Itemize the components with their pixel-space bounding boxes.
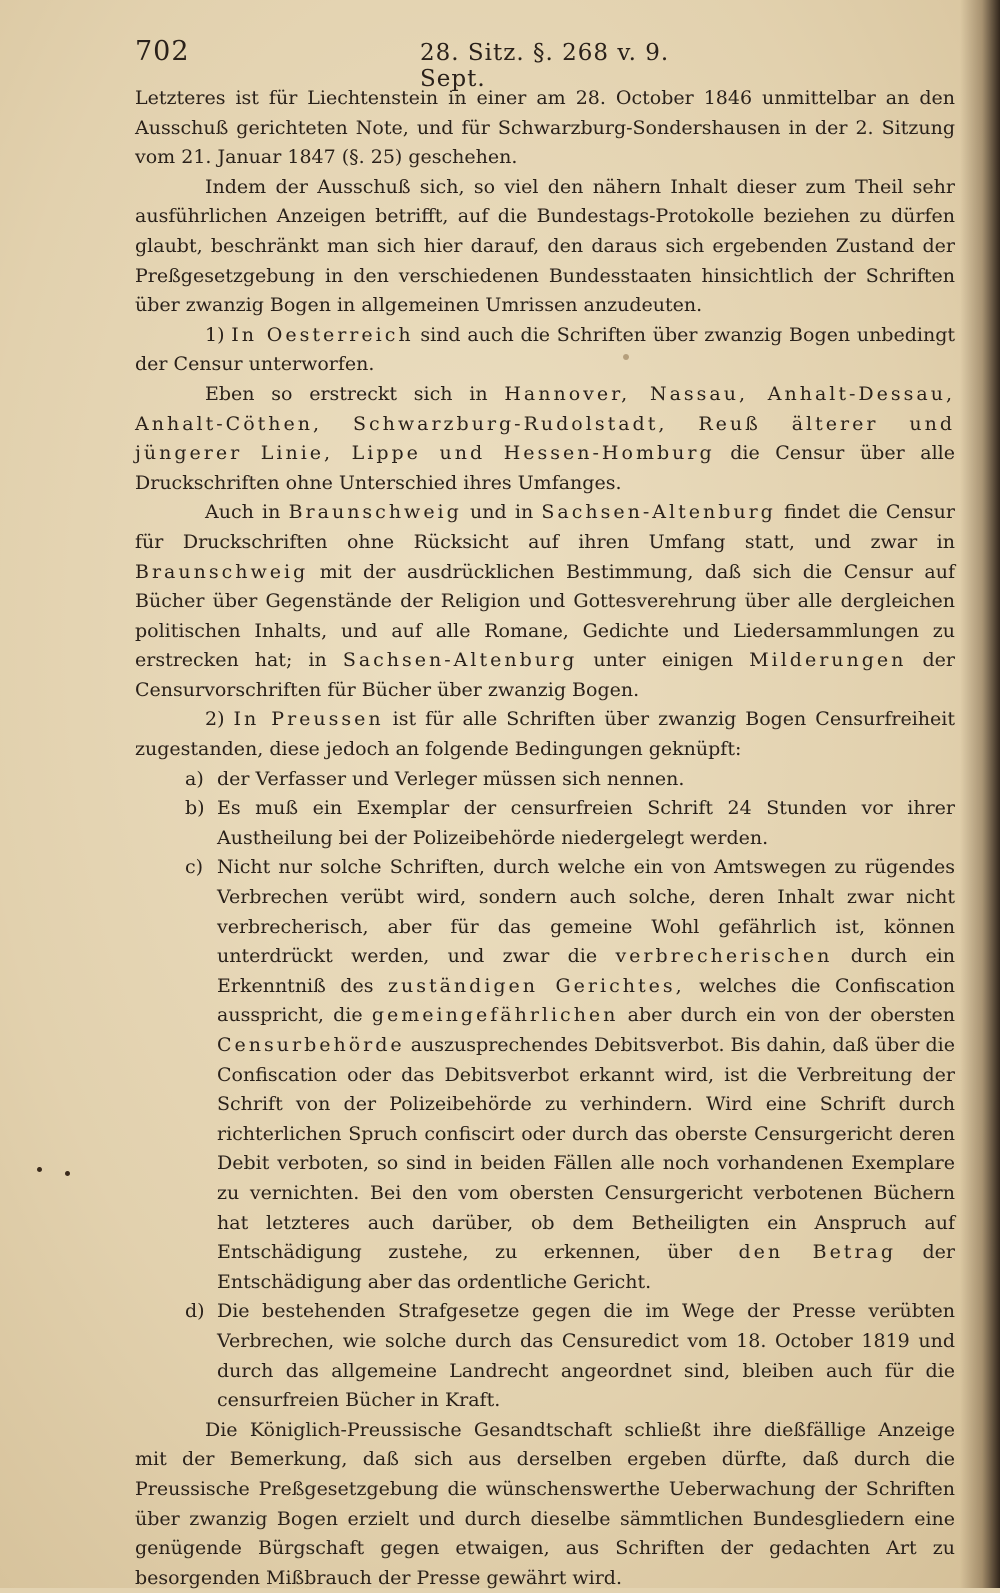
state-name: Sachsen-Altenburg bbox=[541, 501, 776, 524]
item-number: 2) bbox=[205, 708, 225, 731]
emphasis: den Betrag bbox=[738, 1241, 897, 1264]
state-list: Hannover, Nassau, Anhalt-Dessau, Anhalt-Cöthen, Schwarzburg-Rudolstadt, Reuß älterer und jüngerer Linie, Lippe und Hessen-Homburg bbox=[135, 382, 955, 465]
ink-spot bbox=[65, 1171, 70, 1176]
condition-text: welches die Confiscation ausspricht, die bbox=[217, 974, 956, 1027]
state-name: In Oesterreich bbox=[231, 323, 414, 346]
condition-text: der Verfasser und Verleger müssen sich nennen. bbox=[217, 767, 685, 790]
condition-marker: a) bbox=[185, 767, 204, 790]
condition-text: auszusprechendes Debitsverbot. Bis dahin, daß über die Confiscation oder das Debitsverbot erkannt wird, ist die Verbreitung der Schrift von der Polizeibehörde zu verhindern. Wird eine Schrift durch richterlichen Spruch confiscirt oder durch das oberste Censurgericht deren Debit verboten, so sind in beiden Fällen alle noch vorhandenen Exemplare zu vernichten. Bei den vom obersten Censurgericht verbotenen Büchern hat letzteres auch darüber, ob dem Betheiligten ein Anspruch auf Entschädigung zustehe, zu erkennen, über bbox=[217, 1034, 955, 1264]
running-head: 28. Sitz. §. 268 v. 9. Sept. bbox=[420, 40, 670, 92]
emphasis: Milderungen bbox=[749, 649, 907, 672]
state-name: Braunschweig bbox=[135, 560, 309, 583]
paragraph-text: Auch in bbox=[205, 501, 281, 524]
paragraph-text: ist für alle Schriften über zwanzig Bogen Censurfreiheit zugestanden, diese jedoch an folgende Bedingungen geknüpft: bbox=[135, 708, 956, 761]
paragraph-text: die Censur über alle Druckschriften ohne Unterschied ihres Umfanges. bbox=[135, 442, 955, 494]
state-name: In Preussen bbox=[233, 708, 384, 731]
condition-text: Die bestehenden Strafgesetze gegen die im Wege der Presse verübten Verbrechen, wie solche durch das Censuredict vom 18. October 1819 und durch das allgemeine Landrecht angeordnet sind, bleiben auch für die censurfreien Bücher in Kraft. bbox=[217, 1300, 955, 1412]
condition-text: der Entschädigung aber das ordentliche Gericht. bbox=[217, 1241, 955, 1293]
state-name: Sachsen-Altenburg bbox=[342, 649, 578, 672]
condition-text: durch ein Erkenntniß des bbox=[217, 945, 955, 997]
state-name: Braunschweig bbox=[288, 501, 462, 524]
paragraph-text: mit der ausdrücklichen Bestimmung, daß sich die Censur auf Bücher über Gegenstände der Religion und Gottesverehrung über alle dergleichen politischen Inhalts, und auf alle Romane, Gedichte und Liedersammlungen zu erstrecken hat; in bbox=[135, 560, 955, 672]
condition-marker: d) bbox=[185, 1300, 205, 1323]
paragraph-austria bbox=[135, 321, 955, 380]
ink-spot bbox=[623, 354, 629, 360]
emphasis: zuständigen Gerichtes, bbox=[387, 974, 685, 997]
page-number: 702 bbox=[135, 36, 190, 67]
emphasis: gemeingefährlichen bbox=[371, 1004, 619, 1027]
condition-text: Nicht nur solche Schriften, durch welche ein von Amtswegen zu rügendes Verbrechen verübt wird, sondern auch solche, deren Inhalt zwar nicht verbrecherisch, aber für das gemeine Wohl gefährlich ist, können unterdrückt werden, und zwar die bbox=[217, 856, 955, 968]
item-number: 1) bbox=[205, 323, 225, 346]
paragraph-text: der Censurvorschriften für Bücher über zwanzig Bogen. bbox=[135, 649, 955, 701]
condition-text: aber durch ein von der obersten bbox=[627, 1004, 956, 1027]
paragraph-full-censorship bbox=[135, 380, 955, 498]
paragraph-prussia bbox=[135, 705, 955, 764]
condition-marker: b) bbox=[185, 797, 205, 820]
paragraph-committee: Indem der Ausschuß sich, so viel den nähern Inhalt dieser zum Theil sehr ausführlichen Anzeigen betrifft, auf die Bundestags-Protokolle beziehen zu dürfen glaubt, beschränkt man sich hier darauf, den daraus sich ergebenden Zustand der Preßgesetzgebung in den verschiedenen Bundesstaaten hinsichtlich der Schriften über zwanzig Bogen in allgemeinen Umrissen anzudeuten. bbox=[135, 175, 955, 317]
paragraph-braunschweig bbox=[135, 498, 955, 705]
paragraph-text: unter einigen bbox=[593, 649, 734, 672]
ink-spot bbox=[37, 1167, 42, 1172]
conditions-list bbox=[135, 765, 955, 1416]
page-edge-shadow bbox=[960, 0, 1000, 1588]
paragraph-text: Eben so erstreckt sich in bbox=[205, 382, 488, 405]
paragraph-text: findet die Censur für Druckschriften ohne Rücksicht auf ihren Umfang statt, und zwar in bbox=[135, 501, 955, 553]
condition-text: Es muß ein Exemplar der censurfreien Schrift 24 Stunden vor ihrer Austheilung bei der Polizeibehörde niedergelegt werden. bbox=[217, 797, 955, 849]
paragraph-text: sind auch die Schriften über zwanzig Bogen unbedingt der Censur unterworfen. bbox=[135, 323, 955, 376]
paragraph-text: und in bbox=[470, 501, 534, 524]
emphasis: Censurbehörde bbox=[217, 1034, 405, 1056]
page-header bbox=[135, 36, 740, 92]
condition-c bbox=[135, 853, 955, 1297]
paragraph-liechtenstein: Letzteres ist für Liechtenstein in einer am 28. October 1846 unmittelbar an den Ausschuß gerichteten Note, und für Schwarzburg-Sondershausen in der 2. Sitzung vom 21. Januar 1847 (§. 25) geschehen. bbox=[135, 87, 955, 169]
emphasis: verbrecherischen bbox=[615, 945, 833, 968]
paragraph-prussian-legation: Die Königlich-Preussische Gesandtschaft schließt ihre dießfällige Anzeige mit der Bemerkung, daß sich aus derselben ergeben dürfte, daß durch die Preussische Preßgesetzgebung die wünschenswerthe Ueberwachung der Schriften über zwanzig Bogen erzielt und durch dieselbe sämmtlichen Bundesgliedern eine genügende Bürgschaft gegen etwaigen, aus Schriften der gedachten Art zu besorgenden Mißbrauch der Presse gewährt wird. bbox=[135, 1418, 955, 1589]
condition-marker: c) bbox=[185, 856, 204, 879]
condition-d bbox=[135, 1297, 955, 1415]
condition-a bbox=[135, 765, 955, 795]
condition-b bbox=[135, 794, 955, 853]
body-text bbox=[135, 84, 955, 1593]
